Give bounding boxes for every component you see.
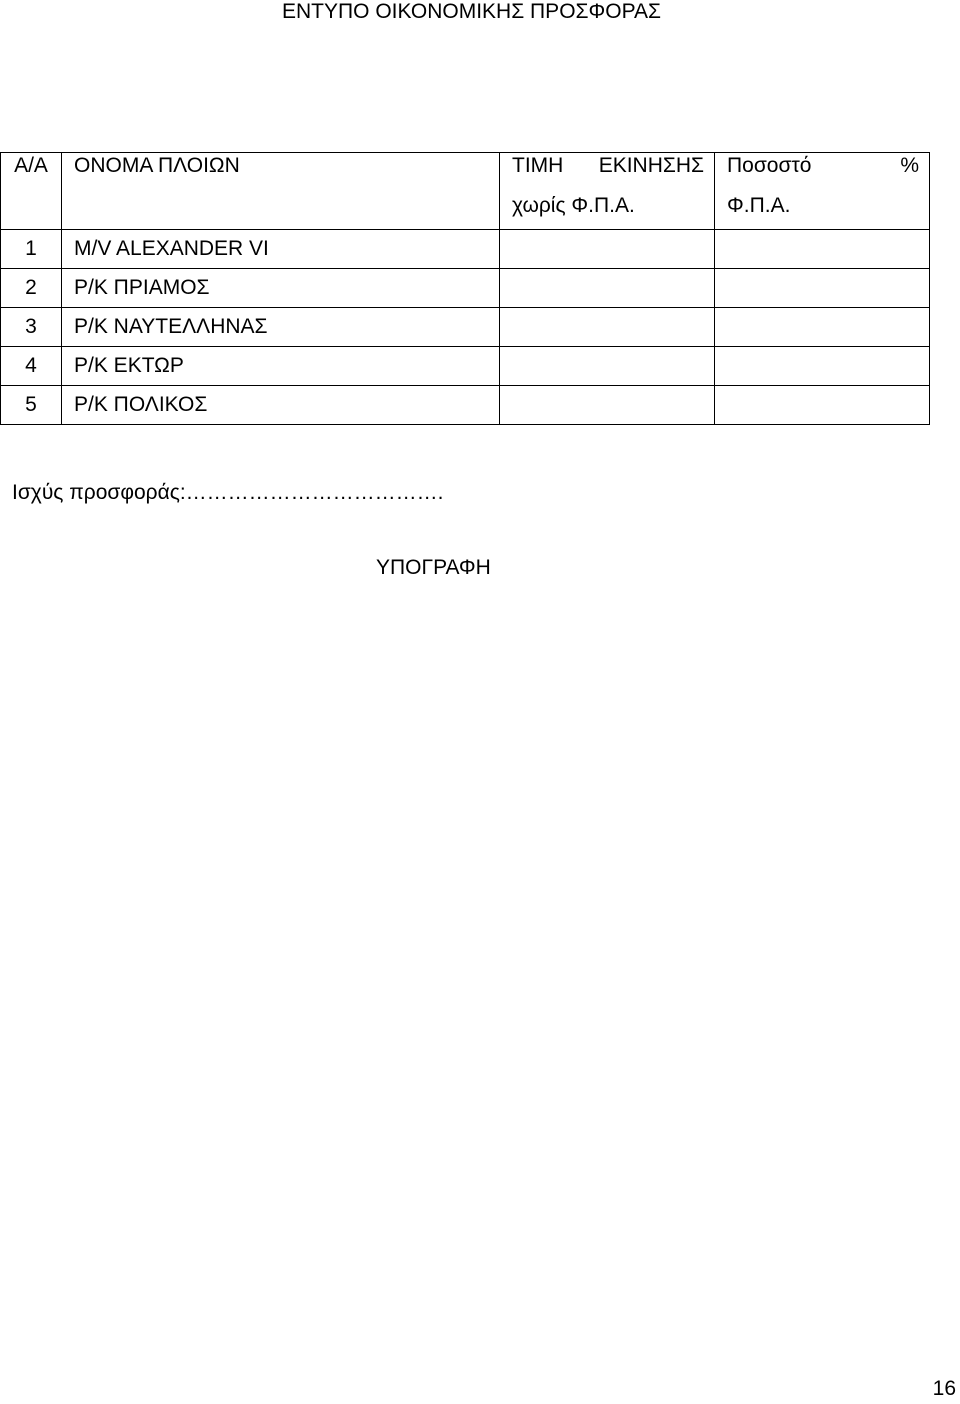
row-vat-cell[interactable] <box>715 386 930 425</box>
row-index: 4 <box>1 347 62 386</box>
page-title: ΕΝΤΥΠΟ ΟΙΚΟΝΟΜΙΚΗΣ ΠΡΟΣΦΟΡΑΣ <box>282 0 662 23</box>
header-price-line2: χωρίς Φ.Π.Α. <box>512 194 635 217</box>
row-vat-cell[interactable] <box>715 230 930 269</box>
header-price-word2: ΕΚΙΝΗΣΗΣ <box>598 154 704 177</box>
header-vat-word1: Ποσοστό <box>727 154 812 177</box>
row-ship-name: Ρ/Κ ΠΡΙΑΜΟΣ <box>62 269 500 308</box>
row-vat-cell[interactable] <box>715 308 930 347</box>
header-ship-name: ΟΝΟΜΑ ΠΛΟΙΩΝ <box>62 153 500 230</box>
page-number: 16 <box>932 1377 956 1400</box>
row-ship-name: Ρ/Κ ΕΚΤΩΡ <box>62 347 500 386</box>
table-row <box>1 230 930 269</box>
row-price-cell[interactable] <box>500 230 715 269</box>
table-row <box>1 269 930 308</box>
offer-validity-field: Ισχύς προσφοράς:………………………………. <box>12 481 444 504</box>
header-vat-line2: Φ.Π.Α. <box>727 194 791 217</box>
row-index: 1 <box>1 230 62 269</box>
row-price-cell[interactable] <box>500 269 715 308</box>
header-price <box>500 153 715 230</box>
header-price-word1: ΤΙΜΗ <box>512 154 564 177</box>
table-header-row <box>1 153 930 230</box>
row-vat-cell[interactable] <box>715 269 930 308</box>
row-price-cell[interactable] <box>500 308 715 347</box>
row-price-cell[interactable] <box>500 347 715 386</box>
header-vat <box>715 153 930 230</box>
row-price-cell[interactable] <box>500 386 715 425</box>
header-index: Α/Α <box>1 153 62 230</box>
table-row <box>1 386 930 425</box>
row-index: 3 <box>1 308 62 347</box>
row-vat-cell[interactable] <box>715 347 930 386</box>
row-ship-name: Ρ/Κ ΠΟΛΙΚΟΣ <box>62 386 500 425</box>
offer-table <box>0 152 930 425</box>
row-index: 2 <box>1 269 62 308</box>
signature-label: ΥΠΟΓΡΑΦΗ <box>376 556 491 579</box>
header-vat-word2: % <box>900 154 919 177</box>
row-ship-name: Ρ/Κ ΝΑΥΤΕΛΛΗΝΑΣ <box>62 308 500 347</box>
row-index: 5 <box>1 386 62 425</box>
table-row <box>1 308 930 347</box>
row-ship-name: M/V ALEXANDER VI <box>62 230 500 269</box>
table-row <box>1 347 930 386</box>
